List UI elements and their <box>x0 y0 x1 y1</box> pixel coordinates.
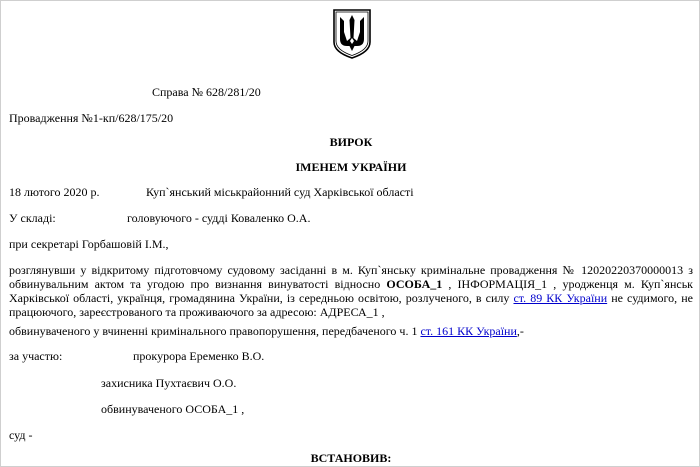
paragraph-text: розглянувши у відкритому підготовчому судовому засіданні в м. Куп`янську кримінальне провадження № 12020220370000013 з обвинувальним актом та угодою про визнання винуватості відносно <box>9 263 693 291</box>
paragraph-text: не судимого, не працюючого, зареєстрованого та проживаючого за адресою: АДРЕСА_1 , <box>9 291 693 319</box>
participants-label: за участю: <box>9 349 63 363</box>
accused-line <box>9 324 524 338</box>
main-paragraph <box>9 263 693 319</box>
established-title: ВСТАНОВИВ: <box>310 451 392 465</box>
court-name: Куп`янський міськрайонний суд Харківської області <box>146 185 414 199</box>
prosecutor-name: прокурора Еременко В.О. <box>133 349 265 363</box>
accused-tail: ,- <box>516 324 524 338</box>
article-89-link[interactable]: ст. 89 КК України <box>513 291 608 305</box>
verdict-date: 18 лютого 2020 р. <box>9 185 100 199</box>
article-161-link[interactable]: ст. 161 КК України <box>420 324 517 338</box>
verdict-title: ВИРОК <box>329 135 373 149</box>
composition-label: У складі: <box>9 211 56 225</box>
composition-value: головуючого - судді Коваленко О.А. <box>127 211 311 225</box>
person-name: ОСОБА_1 <box>386 277 443 291</box>
ukraine-trident-emblem-icon <box>331 8 373 60</box>
accused-name: обвинуваченого ОСОБА_1 , <box>101 402 245 416</box>
proceeding-number: Провадження №1-кп/628/175/20 <box>9 111 174 125</box>
secretary-line: при секретарі Горбашовій І.М., <box>9 237 169 251</box>
paragraph-text: , ІНФОРМАЦІЯ_1 , уродженця м. Куп`янськ Харківської області, українця, громадянина України, із середньою освітою, розлученого, в силу <box>9 277 693 305</box>
defender-name: захисника Пухтаєвич О.О. <box>101 376 237 390</box>
case-number: Справа № 628/281/20 <box>152 85 261 99</box>
court-label: суд - <box>9 428 33 442</box>
in-name-title: ІМЕНЕМ УКРАЇНИ <box>295 160 407 174</box>
accused-text: обвинуваченого у вчиненні кримінального правопорушення, передбаченого ч. 1 <box>9 324 421 338</box>
